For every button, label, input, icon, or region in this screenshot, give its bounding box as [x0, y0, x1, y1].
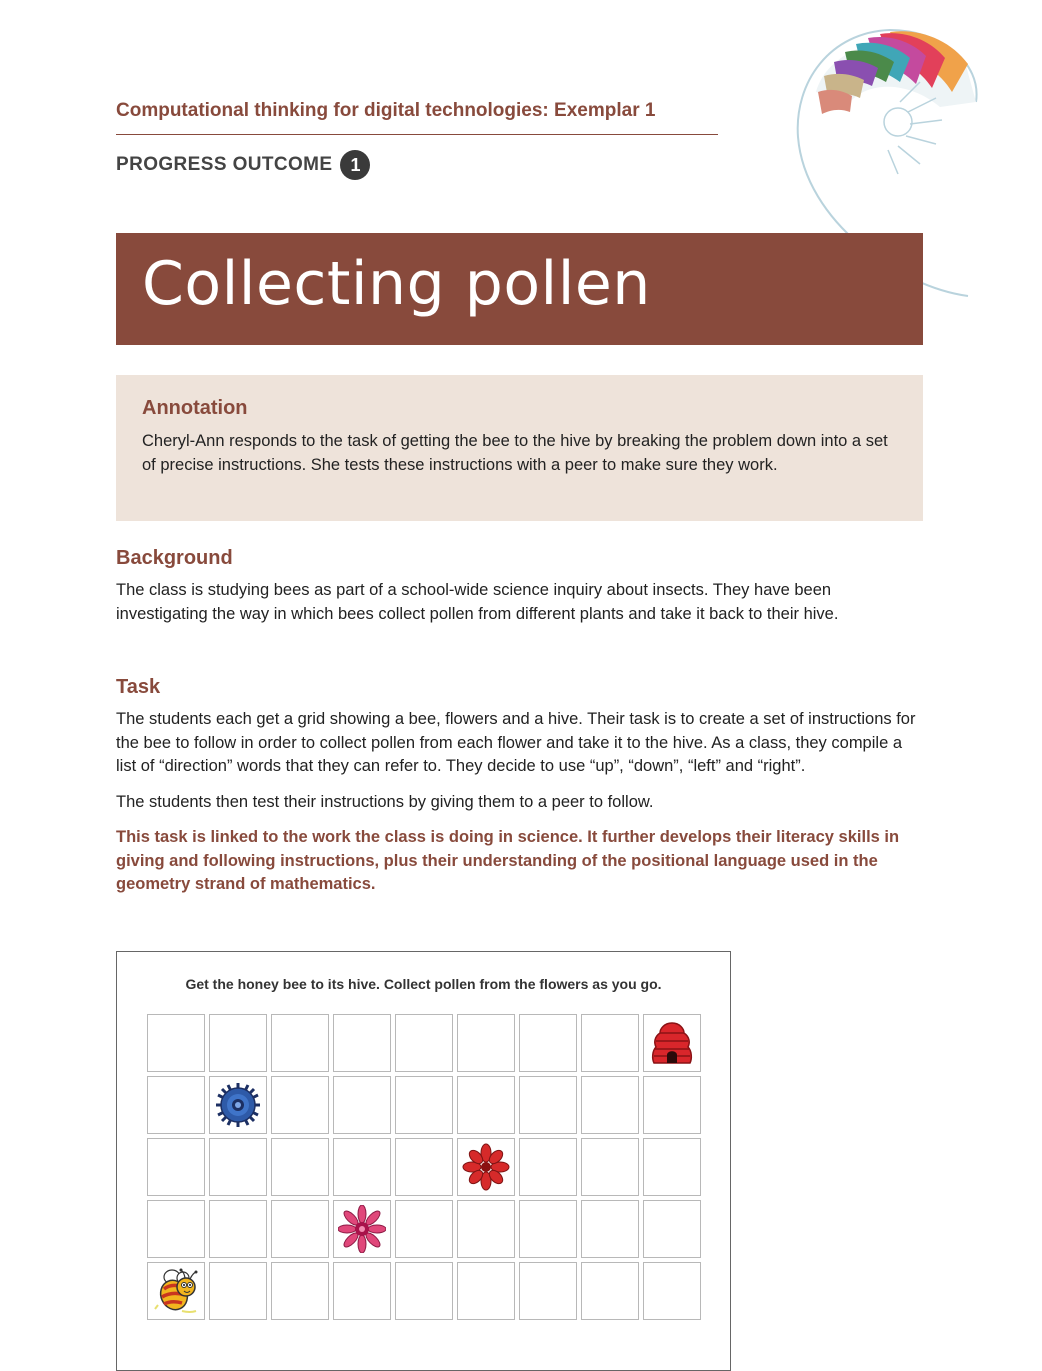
worksheet-grid [147, 1014, 701, 1320]
grid-cell [271, 1076, 329, 1134]
worksheet-figure [116, 951, 731, 1371]
grid-cell [209, 1014, 267, 1072]
grid-cell [395, 1014, 453, 1072]
grid-cell [395, 1200, 453, 1258]
task-paragraph-1: The students each get a grid showing a bee, flowers and a hive. Their task is to create a set of instructions for the bee to follow in order to collect pollen from each flower and take it to the hive. As a class, they compile a list of “direction” words that they can refer to. They decide to use “up”, “down”, “left” and “right”. [116, 710, 916, 775]
grid-cell [457, 1138, 515, 1196]
grid-cell [209, 1262, 267, 1320]
grid-cell [519, 1262, 577, 1320]
task-heading: Task [116, 676, 161, 698]
red-flower-icon [462, 1143, 510, 1191]
grid-cell [643, 1262, 701, 1320]
grid-cell [271, 1262, 329, 1320]
background-text: The class is studying bees as part of a school-wide science inquiry about insects. They have been investigating the way in which bees collect pollen from different plants and take it back to their hive. [116, 581, 839, 623]
grid-cell [271, 1014, 329, 1072]
grid-cell [333, 1200, 391, 1258]
grid-cell [519, 1200, 577, 1258]
grid-cell [643, 1076, 701, 1134]
grid-cell [209, 1076, 267, 1134]
grid-cell [209, 1138, 267, 1196]
progress-outcome [116, 150, 370, 180]
grid-cell [581, 1138, 639, 1196]
grid-cell [333, 1262, 391, 1320]
blue-flower-icon [214, 1081, 262, 1129]
worksheet-caption: Get the honey bee to its hive. Collect pollen from the flowers as you go. [185, 976, 662, 992]
annotation-heading: Annotation [142, 397, 248, 419]
grid-cell [395, 1076, 453, 1134]
grid-cell [581, 1200, 639, 1258]
grid-cell [581, 1014, 639, 1072]
grid-cell [519, 1138, 577, 1196]
grid-cell [457, 1014, 515, 1072]
grid-cell [333, 1076, 391, 1134]
progress-label: PROGRESS OUTCOME [116, 154, 333, 175]
grid-cell [271, 1138, 329, 1196]
grid-cell [457, 1200, 515, 1258]
grid-cell [147, 1138, 205, 1196]
grid-cell [209, 1200, 267, 1258]
task-section [116, 676, 923, 897]
background-section [116, 547, 923, 626]
annotation-text: Cheryl-Ann responds to the task of getting the bee to the hive by breaking the problem down into a set of precise instructions. She tests these instructions with a peer to make sure they work. [142, 432, 888, 474]
grid-cell [581, 1262, 639, 1320]
grid-cell [333, 1138, 391, 1196]
grid-cell [643, 1014, 701, 1072]
grid-cell [395, 1138, 453, 1196]
beehive-icon [648, 1019, 696, 1067]
page-title: Collecting pollen [142, 249, 651, 319]
grid-cell [271, 1200, 329, 1258]
grid-cell [147, 1076, 205, 1134]
series-title: Computational thinking for digital technologies: Exemplar 1 [116, 100, 718, 135]
background-heading: Background [116, 547, 233, 569]
grid-cell [147, 1200, 205, 1258]
grid-cell [643, 1200, 701, 1258]
task-highlight: This task is linked to the work the class is doing in science. It further develops their literacy skills in giving and following instructions, plus their understanding of the positional language used in the geometry strand of mathematics. [116, 828, 900, 893]
title-banner [116, 233, 923, 345]
bee-icon [152, 1267, 200, 1315]
grid-cell [519, 1014, 577, 1072]
grid-cell [147, 1262, 205, 1320]
task-paragraph-2: The students then test their instructions by giving them to a peer to follow. [116, 792, 654, 811]
grid-cell [147, 1014, 205, 1072]
grid-cell [333, 1014, 391, 1072]
grid-cell [457, 1076, 515, 1134]
grid-cell [395, 1262, 453, 1320]
grid-cell [643, 1138, 701, 1196]
grid-cell [581, 1076, 639, 1134]
progress-number-badge: 1 [340, 150, 370, 180]
grid-cell [519, 1076, 577, 1134]
grid-cell [457, 1262, 515, 1320]
pink-flower-icon [338, 1205, 386, 1253]
annotation-box [116, 375, 923, 521]
